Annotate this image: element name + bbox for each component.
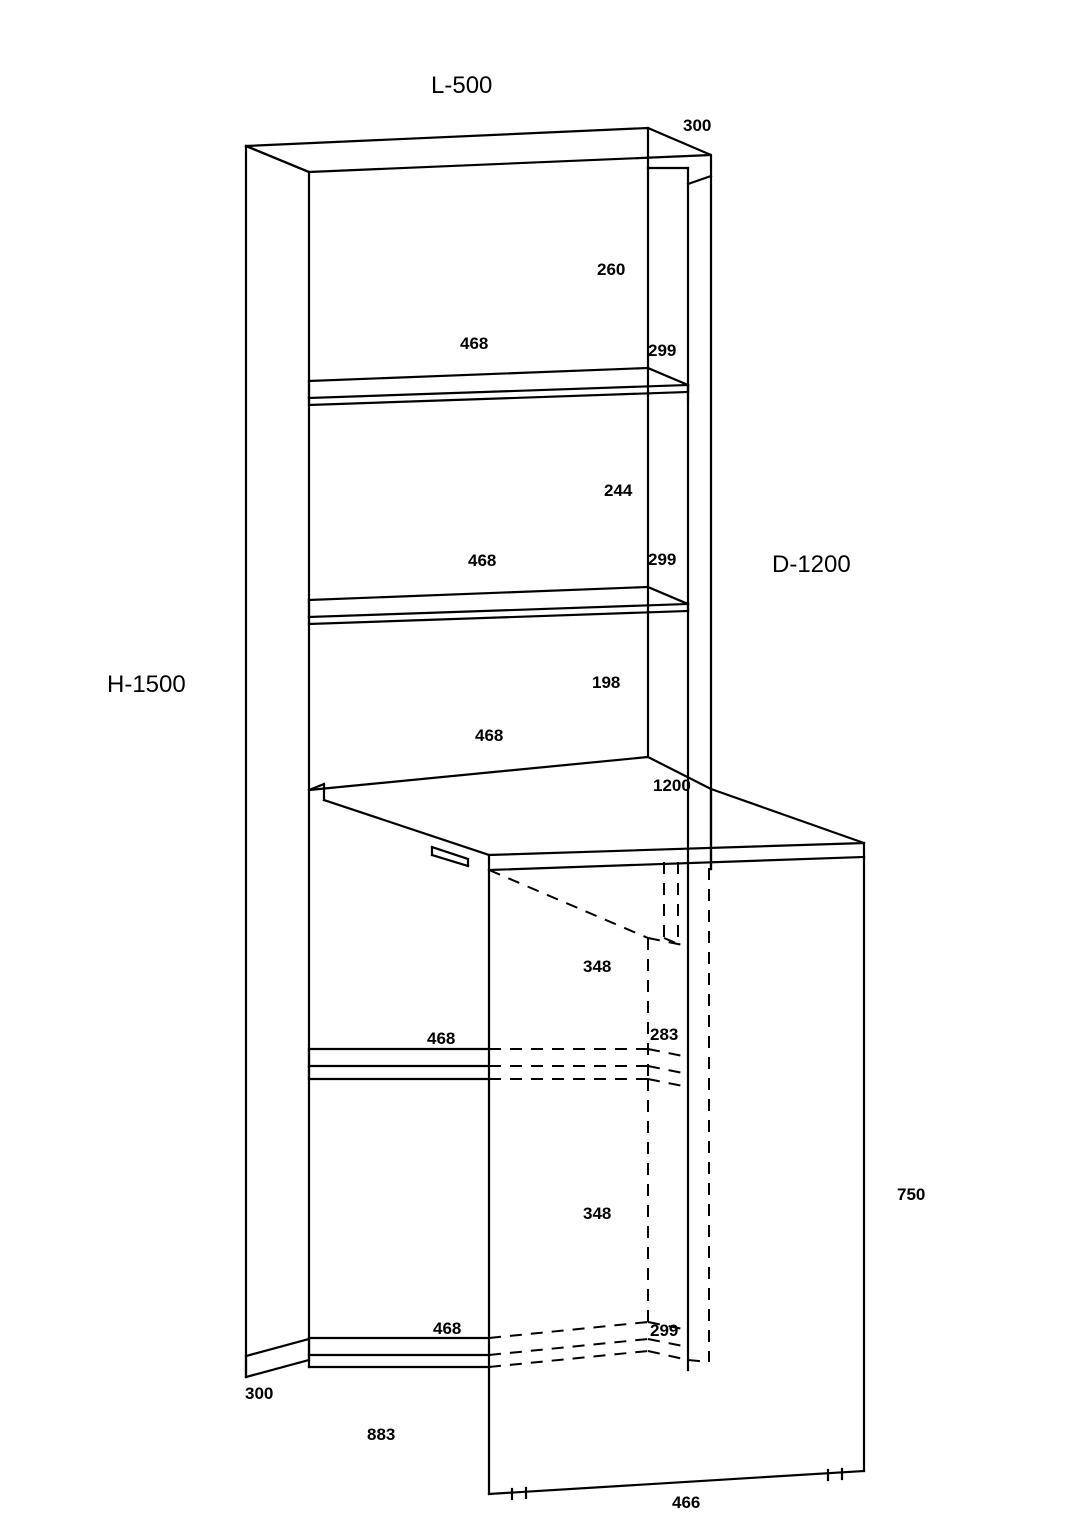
shelf2-front-edge	[309, 604, 688, 617]
label-depth: D-1200	[772, 551, 851, 578]
hidden-shelf-line-4	[489, 1322, 648, 1338]
cabinet-plinth-line	[246, 1339, 309, 1356]
dim-top-depth: 300	[683, 116, 712, 135]
dim-lower-shelf-width-2: 468	[433, 1319, 462, 1338]
desk-left-front	[324, 800, 489, 855]
label-height: H-1500	[107, 671, 186, 698]
hidden-base-right	[688, 1360, 709, 1362]
dim-upper-shelf-width-2: 468	[468, 551, 497, 570]
shelf1-front-edge-2	[309, 392, 688, 405]
label-length: L-500	[431, 72, 493, 99]
dim-upper-shelf-height-1: 260	[597, 260, 626, 279]
deskshelf-back-edge	[309, 757, 648, 790]
shelf1-back-edge	[309, 368, 648, 381]
cabinet-left-front-edge	[246, 146, 309, 1360]
shelf2-right-edge	[648, 587, 688, 604]
shelf1-right-edge	[648, 368, 688, 385]
hidden-shelf-right-3	[648, 1066, 688, 1074]
cabinet-right-side-top	[688, 176, 711, 184]
dim-lower-height-2: 348	[583, 1204, 612, 1223]
dim-upper-shelf-height-3: 198	[592, 673, 621, 692]
desk-front-edge-2	[489, 857, 864, 870]
cabinet-top-panel	[246, 128, 711, 172]
dim-cabinet-width: 883	[367, 1425, 396, 1444]
dim-lower-shelf-width-1: 468	[427, 1029, 456, 1048]
hidden-shelf-right-7	[648, 1351, 688, 1360]
dim-upper-shelf-depth-1: 299	[648, 341, 677, 360]
dim-lower-height-1: 348	[583, 957, 612, 976]
dim-lower-depth-1: 283	[650, 1025, 679, 1044]
hidden-shelf-right-4	[648, 1079, 688, 1087]
dim-base-depth: 300	[245, 1384, 274, 1403]
dim-lower-depth-2: 299	[650, 1321, 679, 1340]
shelf1-front-edge	[309, 385, 688, 398]
dim-desk-length: 1200	[653, 776, 691, 795]
shelf2-front-edge-2	[309, 611, 688, 624]
cabinet-base-left	[246, 1360, 309, 1377]
dim-upper-shelf-width-1: 468	[460, 334, 489, 353]
shelf2-back-edge	[309, 587, 648, 600]
dim-desk-height: 750	[897, 1185, 926, 1204]
dim-upper-shelf-width-3: 468	[475, 726, 504, 745]
desk-side-bottom	[489, 1471, 864, 1494]
hidden-shelf-diagonal-1	[489, 870, 648, 938]
desk-front-edge	[489, 843, 864, 855]
dim-desk-width: 466	[672, 1493, 701, 1512]
dim-upper-shelf-height-2: 244	[604, 481, 633, 500]
hidden-shelf-right-2	[648, 1049, 688, 1057]
hidden-shelf-right-6	[648, 1339, 688, 1347]
desk-right-back-edge	[711, 789, 864, 843]
dim-upper-shelf-depth-2: 299	[648, 550, 677, 569]
